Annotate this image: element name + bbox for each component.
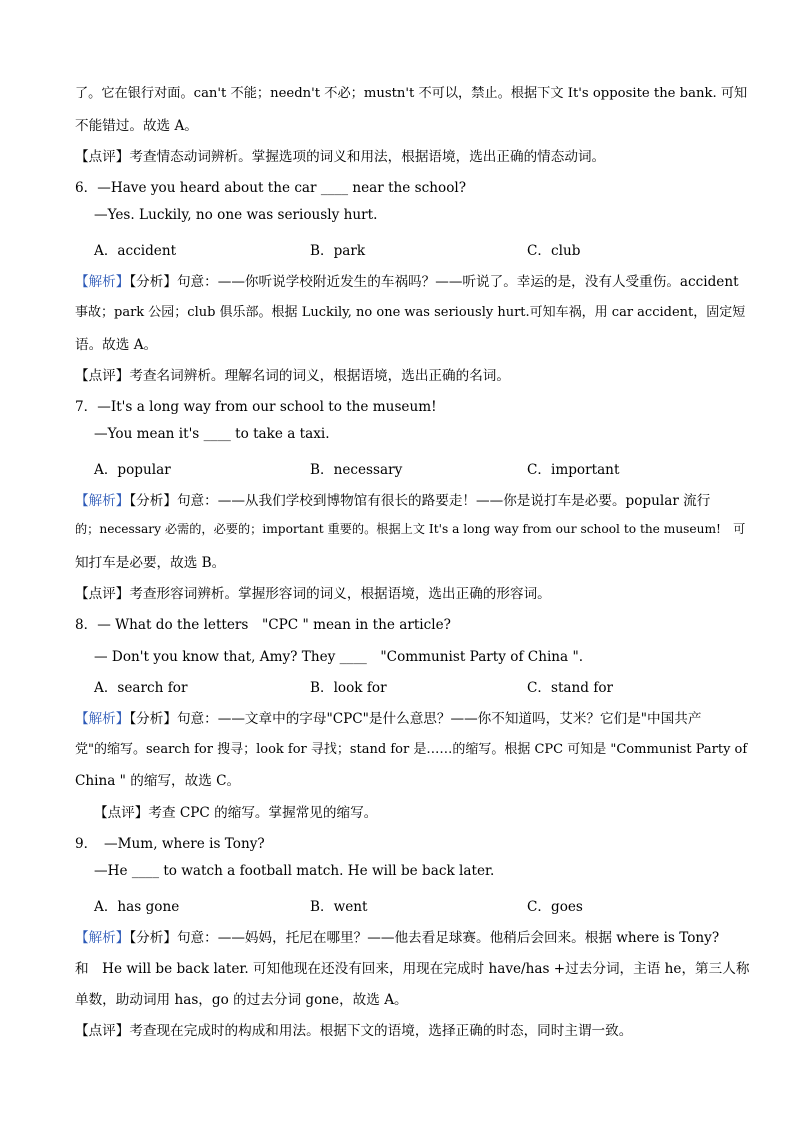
analysis-line-3: 知打车是必要，故选 B。: [75, 555, 226, 571]
question-reply: —You mean it's ____ to take a taxi.: [94, 426, 330, 442]
analysis-line-1: 【解析】【分析】句意：——妈妈，托尼在哪里？——他去看足球赛。他稍后会回来。根据 where is Tony?: [75, 930, 720, 946]
analysis-line-2: 事故；park 公园；club 俱乐部。根据 Luckily, no one was seriously hurt.可知车祸，用 car accident，固定短: [75, 305, 746, 320]
intro-line-2: 不能错过。故选 A。: [75, 118, 198, 134]
option-b: B．look for: [310, 680, 387, 696]
question-stem: 8．— What do the letters "CPC " mean in the article?: [75, 617, 451, 633]
analysis-line-3: 单数，助动词用 has，go 的过去分词 gone，故选 A。: [75, 992, 408, 1008]
intro-line-1: 了。它在银行对面。can't 不能；needn't 不必；mustn't 不可以，禁止。根据下文 It's opposite the bank. 可知: [75, 86, 748, 101]
question-stem: 9． —Mum, where is Tony?: [75, 836, 265, 852]
option-b: B．park: [310, 243, 366, 259]
analysis-line-1: 【解析】【分析】句意：——你听说学校附近发生的车祸吗？——听说了。幸运的是，没有人受重伤。accident: [75, 274, 739, 290]
option-b: B．necessary: [310, 462, 403, 478]
question-stem: 7．—It's a long way from our school to the museum!: [75, 399, 437, 415]
analysis-line-2: 和 He will be back later. 可知他现在还没有回来，用现在完成时 have/has +过去分词，主语 he，第三人称: [75, 961, 750, 977]
option-c: C．goes: [527, 899, 583, 915]
option-b: B．went: [310, 899, 368, 915]
comment: 【点评】考查名词辨析。理解名词的词义，根据语境，选出正确的名词。: [75, 368, 510, 384]
option-a: A．popular: [94, 462, 171, 478]
analysis-line-2: 党"的缩写。search for 搜寻；look for 寻找；stand for 是……的缩写。根据 CPC 可知是 "Communist Party of: [75, 742, 748, 757]
option-a: A．search for: [94, 680, 188, 696]
question-stem: 6．—Have you heard about the car ____ near the school?: [75, 180, 467, 196]
analysis-line-1: 【解析】【分析】句意：——文章中的字母"CPC"是什么意思？——你不知道吗，艾米？它们是"中国共产: [75, 711, 702, 727]
intro-comment: 【点评】考查情态动词辨析。掌握选项的词义和用法，根据语境，选出正确的情态动词。: [75, 149, 606, 165]
analysis-line-3: 语。故选 A。: [75, 337, 158, 353]
analysis-tag: 【解析】: [75, 274, 130, 290]
analysis-line-1: 【解析】【分析】句意：——从我们学校到博物馆有很长的路要走！——你是说打车是必要。popular 流行: [75, 493, 711, 509]
analysis-tag: 【解析】: [75, 493, 130, 509]
analysis-line-2: 的；necessary 必需的，必要的；important 重要的。根据上文 It's a long way from our school to the museum! 可: [75, 522, 746, 536]
analysis-tag: 【解析】: [75, 711, 130, 727]
option-a: A．accident: [94, 243, 177, 259]
analysis-line-3: China " 的缩写，故选 C。: [75, 773, 241, 789]
question-reply: —Yes. Luckily, no one was seriously hurt.: [94, 207, 378, 223]
comment: 【点评】考查现在完成时的构成和用法。根据下文的语境，选择正确的时态，同时主谓一致。: [75, 1023, 633, 1039]
option-c: C．club: [527, 243, 581, 259]
option-c: C．stand for: [527, 680, 614, 696]
comment: 【点评】考查 CPC 的缩写。掌握常见的缩写。: [94, 805, 378, 821]
comment: 【点评】考查形容词辨析。掌握形容词的词义，根据语境，选出正确的形容词。: [75, 586, 551, 602]
option-c: C．important: [527, 462, 620, 478]
question-reply: —He ____ to watch a football match. He will be back later.: [94, 863, 495, 879]
option-a: A．has gone: [94, 899, 180, 915]
question-reply: — Don't you know that, Amy? They ____ "Communist Party of China ".: [94, 649, 584, 665]
analysis-tag: 【解析】: [75, 930, 130, 946]
